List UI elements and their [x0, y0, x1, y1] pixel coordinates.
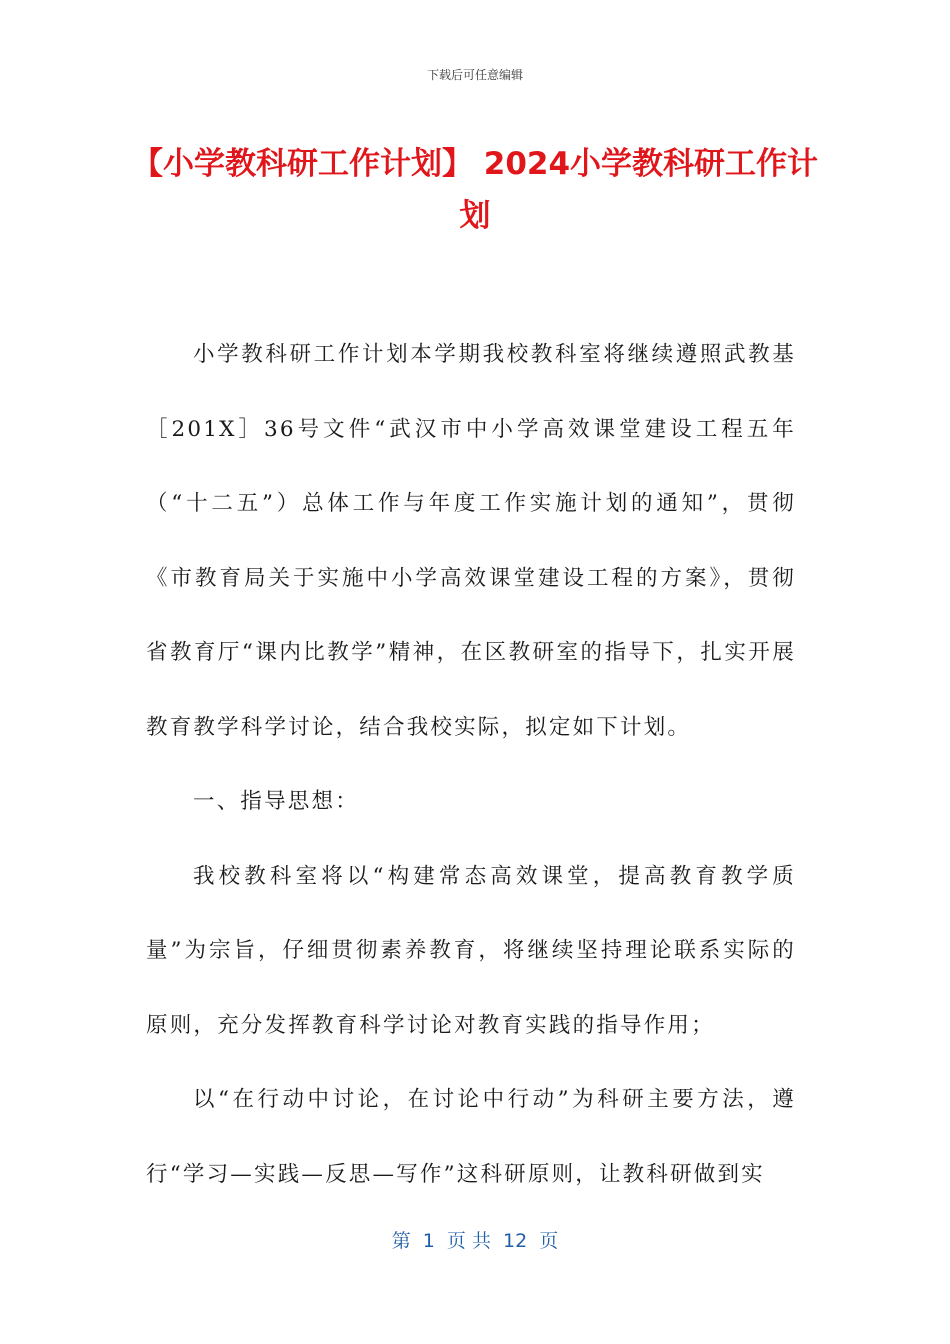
- paragraph-intro: 小学教科研工作计划本学期我校教科室将继续遵照武教基［201X］36号文件“武汉市中小学高效课堂建设工程五年（“十二五”）总体工作与年度工作实施计划的通知”，贯彻《市教育局关于实施中小学高效课堂建设工程的方案》，贯彻省教育厅“课内比教学”精神，在区教研室的指导下，扎实开展教育教学科学讨论，结合我校实际，拟定如下计划。: [146, 342, 796, 740]
- document-title: 【小学教科研工作计划】 2024小学教科研工作计划: [131, 146, 819, 234]
- paragraph-research-method: 以“在行动中讨论，在讨论中行动”为科研主要方法，遵行“学习—实践—反思—写作”这科研原则，让教科研做到实: [146, 1087, 796, 1187]
- section-heading-guiding-ideology: 一、指导思想：: [193, 789, 359, 814]
- document-body: [146, 318, 796, 1212]
- paragraph-guiding-ideology: 我校教科室将以“构建常态高效课堂，提高教育教学质量”为宗旨，仔细贯彻素养教育，将继续坚持理论联系实际的原则，充分发挥教育科学讨论对教育实践的指导作用；: [146, 863, 796, 1038]
- page-number-footer: 第 1 页 共 12 页: [391, 1230, 559, 1252]
- header-note: 下载后可任意编辑: [426, 68, 523, 82]
